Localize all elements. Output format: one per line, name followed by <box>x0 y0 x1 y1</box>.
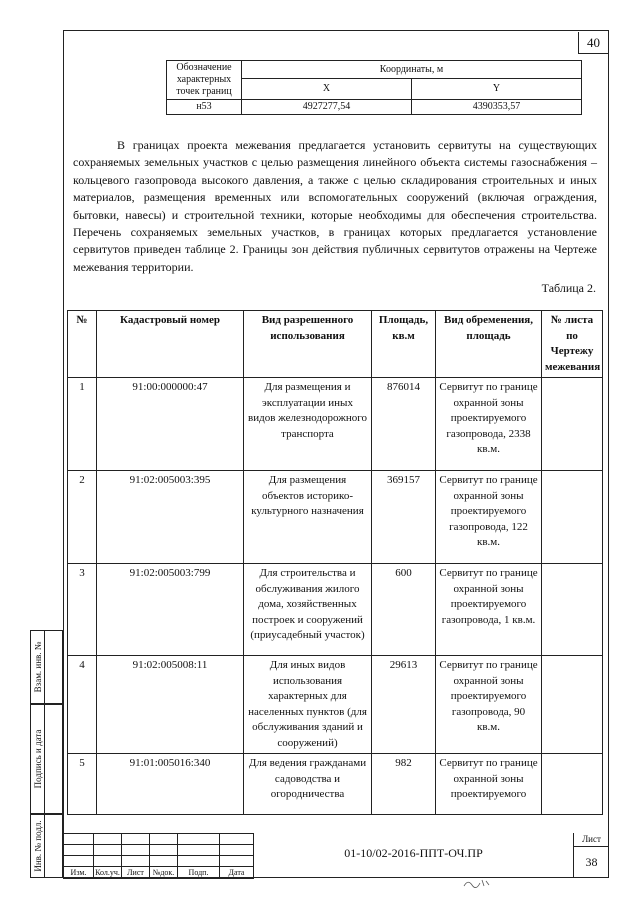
sheet-label: Лист <box>574 833 609 847</box>
cell-cadastral: 91:02:005003:395 <box>97 471 244 564</box>
sheet-number: 38 <box>585 855 598 869</box>
cell-area: 29613 <box>372 656 436 754</box>
side-label-podpis: Подпись и дата <box>32 729 43 789</box>
title-block <box>63 833 609 878</box>
cell-sheet <box>542 754 603 815</box>
document-code: 01-10/02-2016-ППТ-ОЧ.ПР <box>253 833 573 878</box>
paragraph-text: В границах проекта межевания предлагается установить сервитуты на существующих сохраняемых земельных участков с целью размещения линейного объекта системы газоснабжения – кольцевого газопровода высокого давления, а также с целью складирования строительных и иных материалов, размещения временных или вспомогательных сооружений (включая ограждения, бытовки, навесы) и строительной техники, которые необходимы для обеспечения строительства. Перечень сохраняемых земельных участков, в границах которых предлагается установление сервитутов приведен таблице 2. Границы зон действия публичных сервитутов отражены на Чертеже межевания территории. <box>73 138 597 274</box>
cell-usage: Для иных видов использования характерных для населенных пунктов (для обслуживания зданий и сооружений) <box>244 656 372 754</box>
table-row <box>68 378 603 471</box>
stamp-col-data: Дата <box>220 867 254 879</box>
side-field-inv <box>30 814 63 878</box>
sheet-box <box>573 833 609 878</box>
cell-area: 369157 <box>372 471 436 564</box>
header-num: № <box>68 311 97 378</box>
table-caption: Таблица 2. <box>541 281 596 295</box>
side-label-vzam: Взам. инв. № <box>32 641 43 693</box>
stamp-col-kolvo: Кол.уч. <box>95 868 120 877</box>
cell-encumbrance: Сервитут по границе охранной зоны проектируемого <box>436 754 542 815</box>
coord-y-value: 4390353,57 <box>412 100 582 115</box>
coord-col-x: X <box>242 79 412 100</box>
page-number: 40 <box>578 32 608 54</box>
header-encumbrance: Вид обременения, площадь <box>436 311 542 378</box>
cell-cadastral: 91:01:005016:340 <box>97 754 244 815</box>
cell-cadastral: 91:00:000000:47 <box>97 378 244 471</box>
cell-encumbrance: Сервитут по границе охранной зоны проектируемого газопровода, 1 кв.м. <box>436 564 542 656</box>
table-row <box>68 656 603 754</box>
stamp-col-ndok: №док. <box>150 867 178 879</box>
cell-num: 5 <box>68 754 97 815</box>
table-row <box>68 754 603 815</box>
side-field-vzam <box>30 630 63 704</box>
coord-col-y: Y <box>412 79 582 100</box>
table-header-row <box>68 311 603 378</box>
cell-encumbrance: Сервитут по границе охранной зоны проектируемого газопровода, 2338 кв.м. <box>436 378 542 471</box>
pen-mark <box>462 876 492 890</box>
cell-sheet <box>542 471 603 564</box>
cell-sheet <box>542 564 603 656</box>
cell-num: 3 <box>68 564 97 656</box>
cell-sheet <box>542 656 603 754</box>
header-usage: Вид разрешенного использования <box>244 311 372 378</box>
stamp-col-list: Лист <box>122 867 150 879</box>
cell-num: 1 <box>68 378 97 471</box>
coord-header: Координаты, м <box>242 61 582 79</box>
side-label-inv: Инв. № подл. <box>32 820 43 872</box>
cell-area: 876014 <box>372 378 436 471</box>
servitude-table <box>67 310 603 815</box>
table-row <box>68 564 603 656</box>
coord-point: н53 <box>167 100 242 115</box>
header-area: Площадь, кв.м <box>372 311 436 378</box>
table-row <box>68 471 603 564</box>
cell-cadastral: 91:02:005003:799 <box>97 564 244 656</box>
cell-usage: Для ведения гражданами садоводства и огородничества <box>244 754 372 815</box>
cell-area: 600 <box>372 564 436 656</box>
cell-encumbrance: Сервитут по границе охранной зоны проектируемого газопровода, 90 кв.м. <box>436 656 542 754</box>
coord-x-value: 4927277,54 <box>242 100 412 115</box>
stamp-col-izm: Изм. <box>64 867 94 879</box>
cell-area: 982 <box>372 754 436 815</box>
cell-usage: Для строительства и обслуживания жилого дома, хозяйственных построек и сооружений (приусадебный участок) <box>244 564 372 656</box>
cell-usage: Для размещения объектов историко-культурного назначения <box>244 471 372 564</box>
coordinates-table <box>166 60 582 115</box>
body-paragraph <box>73 137 597 276</box>
cell-num: 4 <box>68 656 97 754</box>
cell-sheet <box>542 378 603 471</box>
cell-encumbrance: Сервитут по границе охранной зоны проектируемого газопровода, 122 кв.м. <box>436 471 542 564</box>
revision-grid <box>63 833 254 879</box>
stamp-col-podp: Подп. <box>178 867 220 879</box>
cell-usage: Для размещения и эксплуатации иных видов железнодорожного транспорта <box>244 378 372 471</box>
coord-label-header: Обозначение характерных точек границ <box>167 61 242 100</box>
header-cadastral: Кадастровый номер <box>97 311 244 378</box>
cell-num: 2 <box>68 471 97 564</box>
side-field-podpis <box>30 704 63 814</box>
cell-cadastral: 91:02:005008:11 <box>97 656 244 754</box>
header-sheet: № листа по Чертежу межевания <box>542 311 603 378</box>
